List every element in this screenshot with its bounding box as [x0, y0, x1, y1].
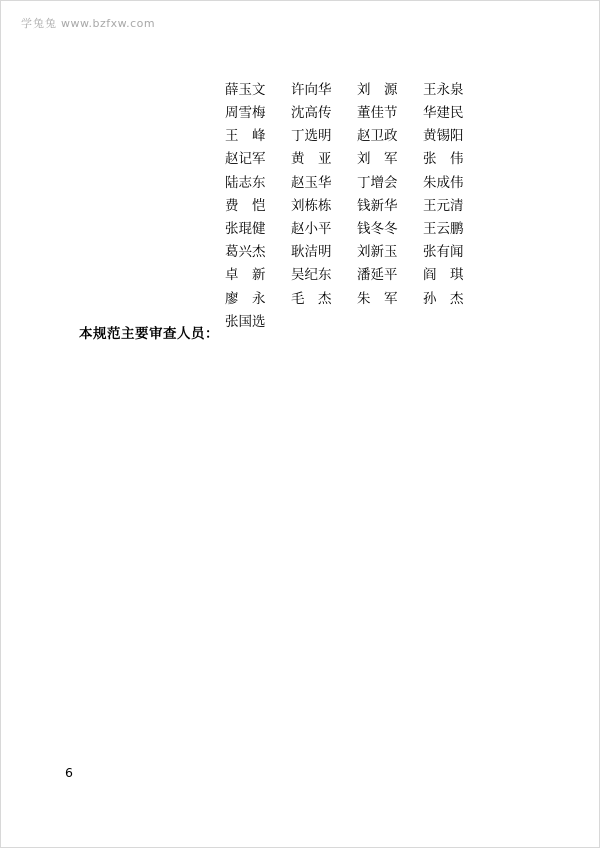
reviewer-name: 丁增会 — [357, 174, 398, 191]
table-row — [225, 102, 505, 125]
table-row — [225, 172, 505, 195]
reviewer-name: 刘新玉 — [357, 244, 398, 261]
reviewer-name: 钱新华 — [357, 197, 398, 214]
reviewer-name: 许向华 — [291, 81, 332, 98]
reviewer-name: 刘 源 — [357, 81, 398, 98]
table-row — [225, 265, 505, 288]
reviewer-name: 陆志东 — [225, 174, 266, 191]
reviewer-name: 孙 杰 — [423, 290, 464, 307]
reviewer-name: 赵小平 — [291, 220, 332, 237]
table-row — [225, 288, 505, 311]
table-row — [225, 125, 505, 148]
reviewer-name: 华建民 — [423, 105, 464, 122]
reviewer-name: 张 伟 — [423, 151, 464, 168]
reviewer-name: 张琨健 — [225, 220, 266, 237]
reviewer-name: 毛 杰 — [291, 290, 332, 307]
table-row — [225, 241, 505, 264]
reviewer-name: 张有闻 — [423, 244, 464, 261]
reviewer-name: 阎 琪 — [423, 267, 464, 284]
reviewer-name: 赵卫政 — [357, 128, 398, 145]
reviewer-name: 王 峰 — [225, 128, 266, 145]
reviewer-name: 葛兴杰 — [225, 244, 266, 261]
reviewer-name: 朱 军 — [357, 290, 398, 307]
reviewer-name: 黄 亚 — [291, 151, 332, 168]
reviewer-name: 王元清 — [423, 197, 464, 214]
reviewer-name: 王云鹏 — [423, 220, 464, 237]
reviewer-name: 费 恺 — [225, 197, 266, 214]
reviewer-name: 廖 永 — [225, 290, 266, 307]
reviewer-name: 薛玉文 — [225, 81, 266, 98]
table-row — [225, 195, 505, 218]
watermark-url-text: www.bzfxw.com — [61, 17, 156, 30]
reviewer-name: 黄锡阳 — [423, 128, 464, 145]
reviewer-name: 朱成伟 — [423, 174, 464, 191]
reviewers-label: 本规范主要审查人员： — [79, 326, 219, 342]
reviewer-name: 刘栋栋 — [291, 197, 332, 214]
table-row — [225, 218, 505, 241]
reviewer-name: 潘延平 — [357, 267, 398, 284]
reviewer-name: 吴纪东 — [291, 267, 332, 284]
reviewer-name: 耿洁明 — [291, 244, 332, 261]
reviewer-name: 王永泉 — [423, 81, 464, 98]
table-row — [225, 149, 505, 172]
reviewer-name: 董佳节 — [357, 105, 398, 122]
reviewer-name: 丁选明 — [291, 128, 332, 145]
reviewer-name: 张国选 — [225, 313, 266, 330]
watermark — [21, 15, 155, 31]
table-row — [225, 311, 505, 334]
reviewer-name: 沈高传 — [291, 105, 332, 122]
reviewer-name: 周雪梅 — [225, 105, 266, 122]
reviewer-name: 赵记军 — [225, 151, 266, 168]
watermark-cn-text: 学兔兔 — [21, 17, 57, 30]
reviewers-name-grid — [225, 79, 505, 334]
reviewer-name: 卓 新 — [225, 267, 266, 284]
reviewer-name: 钱冬冬 — [357, 220, 398, 237]
table-row — [225, 79, 505, 102]
page-number: 6 — [65, 765, 73, 780]
reviewer-name: 刘 军 — [357, 151, 398, 168]
reviewer-name: 赵玉华 — [291, 174, 332, 191]
